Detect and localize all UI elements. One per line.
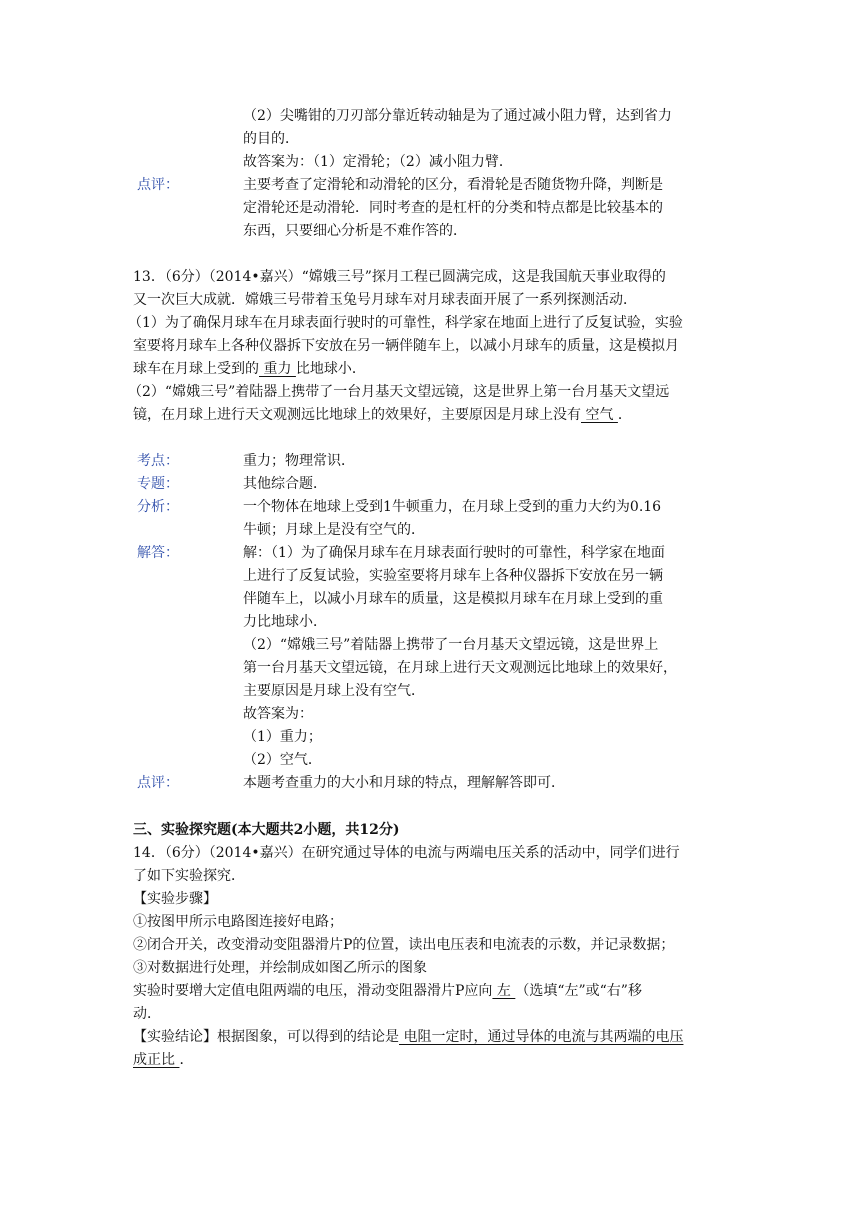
fenxi-label: 分析： [137, 499, 179, 515]
q13-stem-line-1: 13．（6分）（2014•嘉兴）“嫦娥三号”探月工程已圆满完成，这是我国航天事业取得的 [133, 269, 666, 285]
q14-stem-line-1: 14．（6分）（2014•嘉兴）在研究通过导体的电流与两端电压关系的活动中，同学们进行 [133, 845, 680, 861]
q13-answer-blank-1: 重力 [259, 361, 296, 377]
q14-text: 实验时要增大定值电阻两端的电压，滑动变阻器滑片P应向 [133, 983, 493, 999]
q14-answer-blank-2-cont: 成正比 [133, 1052, 180, 1068]
q14-step-3: ③对数据进行处理，并绘制成如图乙所示的图象 [133, 960, 427, 976]
prev-solution-line-2: 的目的． [243, 131, 299, 147]
prev-comment-label: 点评： [137, 177, 179, 193]
q14-stem-line-7 [133, 982, 642, 1000]
q14-conclusion-line-2 [133, 1051, 193, 1069]
prev-comment-line-2: 定滑轮还是动滑轮．同时考查的是杠杆的分类和特点都是比较基本的 [243, 200, 663, 216]
jieda-line-2: 上进行了反复试验，实验室要将月球车上各种仪器拆下安放在另一辆 [243, 568, 663, 584]
fenxi-line-2: 牛顿；月球上是没有空气的． [243, 522, 425, 538]
q14-text: 【实验结论】根据图象，可以得到的结论是 [133, 1029, 399, 1045]
prev-comment-line-1: 主要考查了定滑轮和动滑轮的区分，看滑轮是否随货物升降，判断是 [243, 177, 663, 193]
jieda-line-5: （2）“嫦娥三号”着陆器上携带了一台月基天文望远镜，这是世界上 [243, 637, 659, 653]
jieda-line-6: 第一台月基天文望远镜，在月球上进行天文观测远比地球上的效果好， [243, 660, 677, 676]
jieda-line-1: 解：（1）为了确保月球车在月球表面行驶时的可靠性，科学家在地面 [243, 545, 665, 561]
q14-conclusion-line-1 [133, 1028, 683, 1046]
q13-stem-line-3: （1）为了确保月球车在月球表面行驶时的可靠性，科学家在地面上进行了反复试验，实验 [128, 315, 683, 331]
dianping-text: 本题考查重力的大小和月球的特点，理解解答即可． [243, 775, 565, 791]
dianping-label: 点评： [137, 775, 179, 791]
jieda-line-8: 故答案为： [243, 706, 313, 722]
q14-stem-line-2: 了如下实验探究． [133, 868, 245, 884]
q13-text: 球车在月球上受到的 [133, 361, 259, 377]
kaodian-label: 考点： [137, 453, 179, 469]
q14-step-2: ②闭合开关，改变滑动变阻器滑片P的位置，读出电压表和电流表的示数，并记录数据； [133, 937, 675, 953]
kaodian-text: 重力；物理常识． [243, 453, 355, 469]
q13-text: ． [617, 407, 632, 423]
jieda-line-7: 主要原因是月球上没有空气． [243, 683, 425, 699]
zhuanti-label: 专题： [137, 476, 179, 492]
prev-comment-line-3: 东西，只要细心分析是不难作答的． [243, 223, 467, 239]
q14-stem-line-8: 动． [133, 1006, 161, 1022]
zhuanti-text: 其他综合题． [243, 476, 327, 492]
fenxi-line-1: 一个物体在地球上受到1牛顿重力，在月球上受到的重力大约为0.16 [243, 499, 662, 515]
q13-stem-line-4: 室要将月球车上各种仪器拆下安放在另一辆伴随车上，以减小月球车的质量，这是模拟月 [133, 338, 679, 354]
q14-text: （选填“左”或“右”移 [515, 983, 642, 999]
jieda-line-4: 力比地球小． [243, 614, 327, 630]
jieda-line-9: （1）重力； [243, 729, 322, 745]
q13-stem-line-7 [133, 406, 632, 424]
q13-text: 镜，在月球上进行天文观测远比地球上的效果好，主要原因是月球上没有 [133, 407, 581, 423]
q13-text: 比地球小． [295, 361, 366, 377]
section-heading: 三、实验探究题(本大题共2小题，共12分) [133, 822, 400, 838]
q13-answer-blank-2: 空气 [581, 407, 618, 423]
q13-stem-line-5 [133, 360, 366, 378]
prev-solution-line-3: 故答案为：（1）定滑轮；（2）减小阻力臂． [243, 154, 513, 170]
q13-stem-line-2: 又一次巨大成就．嫦娥三号带着玉兔号月球车对月球表面开展了一系列探测活动． [133, 292, 637, 308]
q14-step-1: ①按图甲所示电路图连接好电路； [133, 914, 343, 930]
q13-stem-line-6: （2）“嫦娥三号”着陆器上携带了一台月基天文望远镜，这是世界上第一台月基天文望远 [128, 384, 670, 400]
jieda-label: 解答： [137, 545, 179, 561]
q14-steps-heading: 【实验步骤】 [133, 891, 217, 907]
q14-answer-blank-2: 电阻一定时，通过导体的电流与其两端的电压 [399, 1029, 684, 1045]
jieda-line-10: （2）空气． [243, 752, 322, 768]
q14-text: ． [179, 1052, 194, 1068]
q14-answer-blank-1: 左 [492, 983, 516, 999]
jieda-line-3: 伴随车上，以减小月球车的质量，这是模拟月球车在月球上受到的重 [243, 591, 663, 607]
prev-solution-line-1: （2）尖嘴钳的刀刃部分靠近转动轴是为了通过减小阻力臂，达到省力 [243, 108, 672, 124]
